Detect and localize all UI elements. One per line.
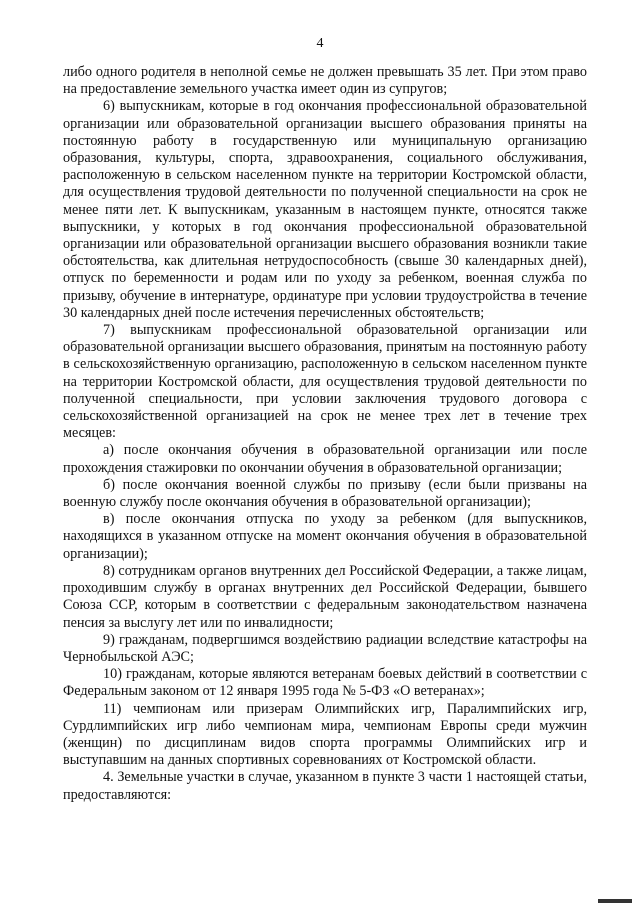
paragraph-subitem-b: б) после окончания военной службы по призыву (если были призваны на военную службу после окончания обучения в образовательной организации); bbox=[63, 476, 587, 511]
paragraph-item-10: 10) гражданам, которые являются ветеранам боевых действий в соответствии с Федеральным законом от 12 января 1995 года № 5-ФЗ «О ветеранах»; bbox=[63, 666, 587, 700]
scan-mark bbox=[598, 899, 632, 903]
paragraph-item-11: 11) чемпионам или призерам Олимпийских игр, Паралимпийских игр, Сурдлимпийских игр либо чемпионам мира, чемпионам Европы среди мужчин (женщин) по дисциплинам видов спорта программы Олимпийских игр и выступавшим на данных спортивных соревнованиях от Костромской области. bbox=[63, 700, 587, 769]
document-body bbox=[63, 64, 587, 804]
page-number: 4 bbox=[316, 36, 324, 51]
paragraph-section-4: 4. Земельные участки в случае, указанном в пункте 3 части 1 настоящей статьи, предоставляются: bbox=[63, 769, 587, 803]
paragraph-item-9: 9) гражданам, подвергшимся воздействию радиации вследствие катастрофы на Чернобыльской АЭС; bbox=[63, 631, 587, 665]
paragraph-subitem-a: а) после окончания обучения в образовательной организации или после прохождения стажировки по окончании обучения в образовательной организации; bbox=[63, 442, 587, 476]
paragraph-item-7: 7) выпускникам профессиональной образовательной организации или образовательной организации высшего образования, принятым на постоянную работу в сельскохозяйственную организацию, расположенную в сельском населенном пункте на территории Костромской области, для осуществления трудовой деятельности по полученной специальности, при условии заключения трудового договора с сельскохозяйственной организацией на срок не менее трех лет в течение трех месяцев: bbox=[63, 322, 587, 442]
paragraph-item-8: 8) сотрудникам органов внутренних дел Российской Федерации, а также лицам, проходившим службу в органах внутренних дел Российской Федерации, бывшего Союза ССР, которым в соответствии с федеральным законодательством назначена пенсия за выслугу лет или по инвалидности; bbox=[63, 562, 587, 631]
paragraph-item-6: 6) выпускникам, которые в год окончания профессиональной образовательной организации или образовательной организации высшего образования приняты на постоянную работу в государственную или муниципальную организацию образования, культуры, спорта, здравоохранения, социального обслуживания, расположенную в сельском населенном пункте на территории Костромской области, для осуществления трудовой деятельности по полученной специальности на срок не менее пяти лет. К выпускникам, указанным в настоящем пункте, относятся также выпускники, у которых в год окончания профессиональной образовательной организации или образовательной организации высшего образования возникли такие обстоятельства, как длительная нетрудоспособность (свыше 30 календарных дней), отпуск по беременности и родам или по уходу за ребенком, военная служба по призыву, обучение в интернатуре, ординатуре при условии трудоустройства в течение 30 календарных дней после истечения перечисленных обстоятельств; bbox=[63, 98, 587, 321]
paragraph-subitem-v: в) после окончания отпуска по уходу за ребенком (для выпускников, находящихся в указанном отпуске на момент окончания обучения в образовательной организации); bbox=[63, 511, 587, 562]
paragraph-continuation: либо одного родителя в неполной семье не должен превышать 35 лет. При этом право на предоставление земельного участка имеет один из супругов; bbox=[63, 64, 587, 98]
